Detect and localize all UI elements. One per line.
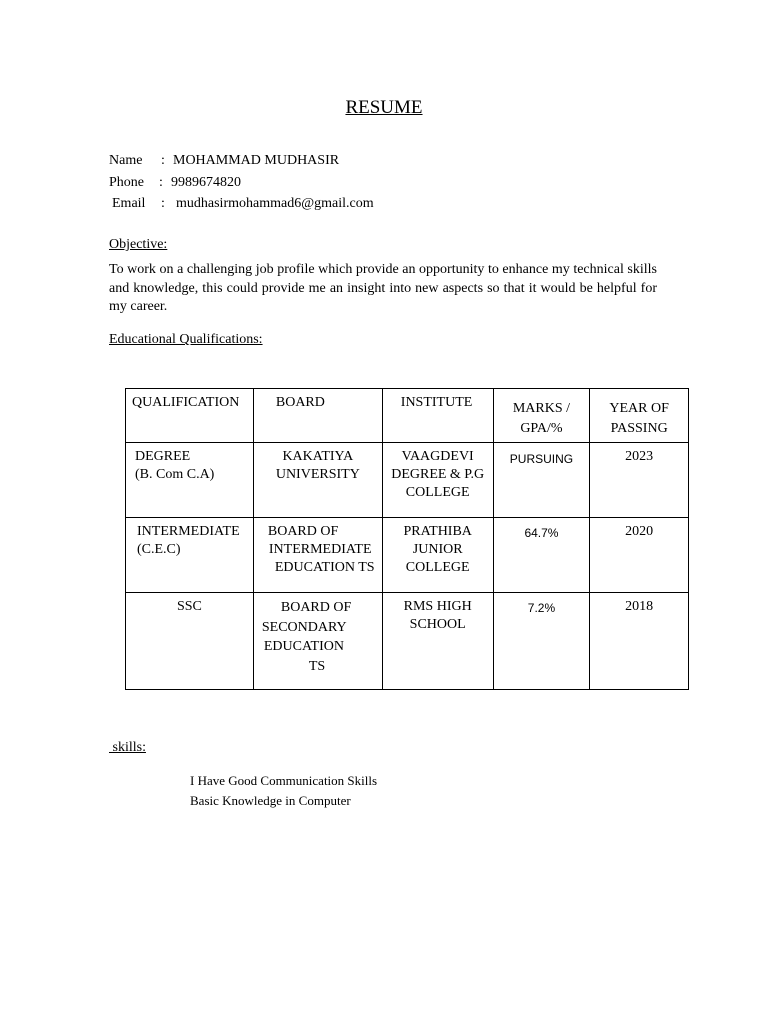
cell-line: KAKATIYA: [282, 449, 354, 464]
header-marks-line: MARKS /: [512, 401, 571, 416]
objective-heading: Objective:: [109, 237, 168, 252]
header-cell: [253, 389, 382, 443]
table-row: [126, 593, 689, 690]
contact-separator: :: [161, 196, 165, 211]
cell-marks: 7.2%: [527, 601, 556, 615]
cell-line: PRATHIBA: [403, 524, 472, 539]
skills-heading: skills:: [109, 740, 146, 755]
cell-line: UNIVERSITY: [275, 467, 360, 482]
header-cell: [493, 389, 590, 443]
contact-value-email: mudhasirmohammad6@gmail.com: [176, 196, 374, 211]
cell-line: SECONDARY: [261, 619, 347, 635]
contact-separator: :: [161, 153, 165, 168]
list-item: I Have Good Communication Skills: [190, 773, 378, 788]
table-cell: [590, 518, 689, 593]
cell-line: EDUCATION TS: [274, 560, 375, 575]
table-cell: [590, 593, 689, 690]
cell-line: BOARD OF: [267, 524, 339, 539]
header-cell: [382, 389, 493, 443]
contact-separator: :: [159, 175, 163, 190]
contact-label-name: Name: [109, 153, 143, 168]
header-marks-line: GPA/%: [520, 421, 563, 436]
table-cell: [493, 518, 590, 593]
skills-list: [190, 771, 377, 811]
table-cell: [126, 518, 254, 593]
cell-line: VAAGDEVI: [401, 449, 474, 464]
cell-line: EDUCATION: [263, 639, 344, 654]
cell-year: 2018: [625, 599, 654, 614]
table-cell: [126, 593, 254, 690]
cell-year: 2023: [625, 449, 654, 464]
cell-line: DEGREE & P.G: [391, 467, 485, 482]
cell-line: BOARD OF: [280, 600, 352, 615]
cell-line: TS: [308, 658, 326, 674]
header-institute: INSTITUTE: [400, 395, 473, 410]
cell-line: SCHOOL: [409, 617, 466, 632]
table-cell: [382, 443, 493, 518]
cell-line: JUNIOR: [412, 542, 463, 557]
cell-line: INTERMEDIATE: [137, 524, 240, 539]
header-cell: [590, 389, 689, 443]
table-cell: [590, 443, 689, 518]
table-cell: [126, 443, 254, 518]
table-cell: [382, 518, 493, 593]
contact-value-name: MOHAMMAD MUDHASIR: [173, 153, 340, 168]
cell-marks: 64.7%: [524, 526, 559, 540]
table-cell: [253, 443, 382, 518]
header-year-line: YEAR OF: [609, 401, 669, 416]
table-row: [126, 518, 689, 593]
header-year-line: PASSING: [610, 421, 668, 436]
contact-label-email: Email: [112, 196, 146, 211]
cell-line: (C.E.C): [137, 542, 181, 557]
cell-line: RMS HIGH: [403, 599, 472, 614]
contact-label-phone: Phone: [109, 175, 144, 190]
table-row: [126, 443, 689, 518]
cell-line: COLLEGE: [405, 485, 470, 500]
header-qualification: QUALIFICATION: [132, 395, 240, 410]
table-cell: [493, 443, 590, 518]
education-table: [125, 388, 689, 690]
table-cell: [253, 518, 382, 593]
table-header-row: [126, 389, 689, 443]
cell-marks: PURSUING: [509, 452, 574, 466]
cell-line: DEGREE: [135, 449, 191, 464]
cell-line: SSC: [176, 599, 202, 614]
cell-line: COLLEGE: [405, 560, 470, 575]
table-cell: [493, 593, 590, 690]
page-title: RESUME: [345, 97, 423, 118]
header-board: BOARD: [275, 395, 325, 410]
table-cell: [382, 593, 493, 690]
education-heading: Educational Qualifications:: [109, 332, 263, 347]
contact-value-phone: 9989674820: [171, 175, 241, 190]
objective-text: To work on a challenging job profile which provide an opportunity to enhance my technical skills and knowledge, this could provide me an insight into new aspects so that it would be helpful for my career.: [109, 262, 657, 314]
header-cell: [126, 389, 254, 443]
cell-line: (B. Com C.A): [135, 467, 215, 482]
list-item: Basic Knowledge in Computer: [190, 793, 351, 808]
cell-line: INTERMEDIATE: [268, 542, 372, 557]
cell-year: 2020: [625, 524, 654, 539]
table-cell: [253, 593, 382, 690]
